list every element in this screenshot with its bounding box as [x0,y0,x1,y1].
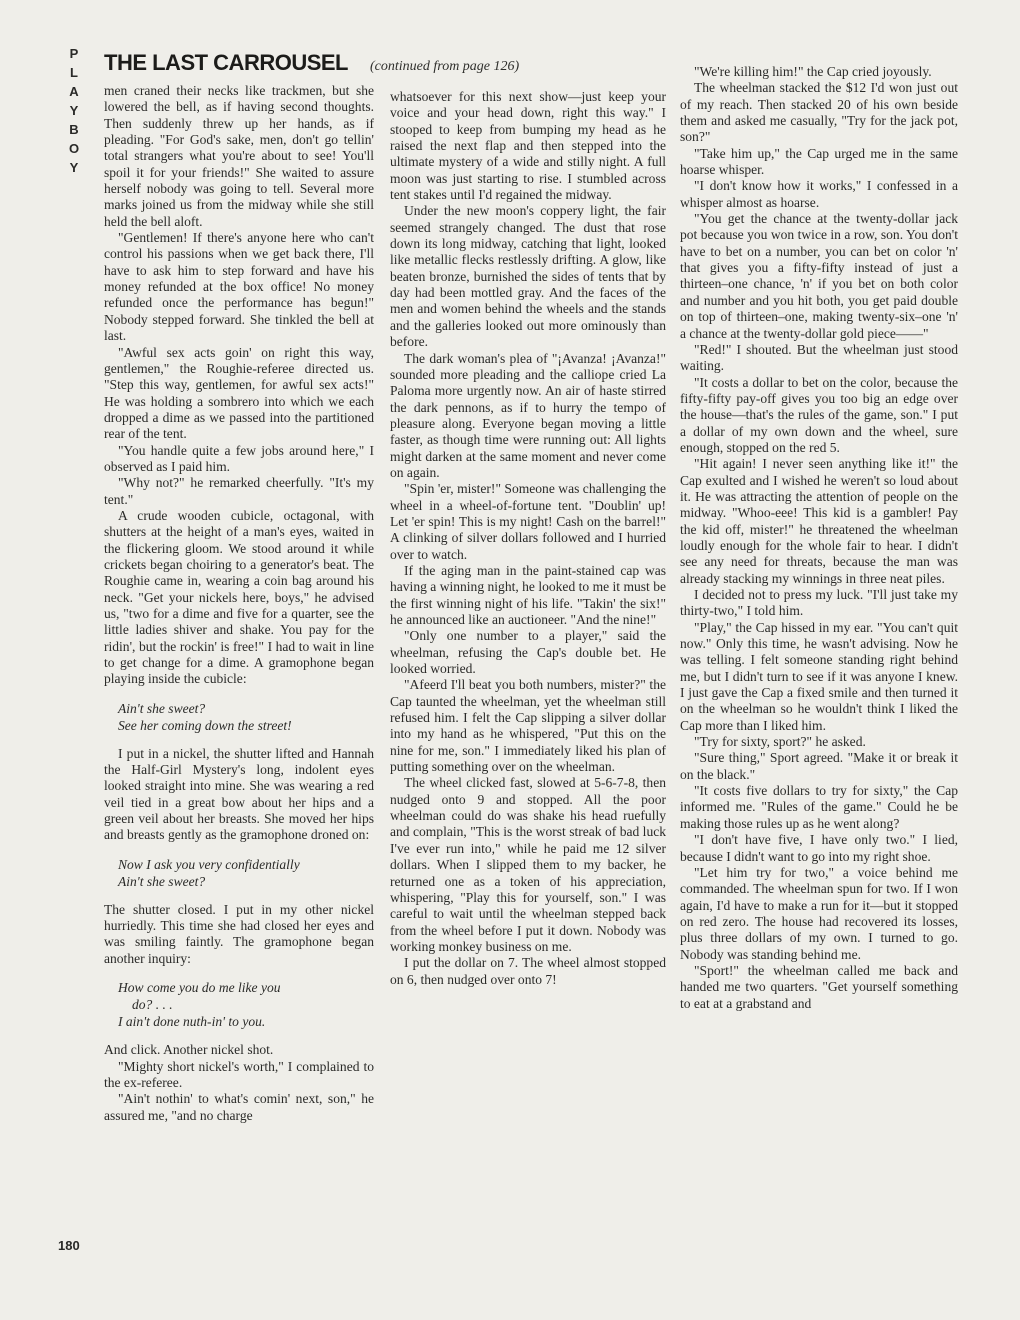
paragraph: The shutter closed. I put in my other nickel hurriedly. This time she had closed her eyes and was smiling faintly. The gramophone began another inquiry: [104,901,374,966]
paragraph: "Play," the Cap hissed in my ear. "You can't quit now." Only this time, he wasn't advising. Now he was telling. I felt someone standing right behind me, but I didn't turn to see if it was anyone I knew. I just gave the Cap a fixed smile and then turned it on the wheelman so he wouldn't think I liked the Cap more than I liked him. [680,619,958,733]
paragraph: "Take him up," the Cap urged me in the same hoarse whisper. [680,145,958,178]
lyric-line: See her coming down the street! [118,717,292,733]
text-column-2 [390,89,666,988]
paragraph: men craned their necks like trackmen, but she lowered the bell, as if having second thoughts. Then suddenly threw up her hands, as if pleading. "For God's sake, men, don't go tellin' total strangers what you're about to see! You'll spoil it for your friends!" She waited to assure herself nobody was going to tell. Several more marks joined us from the midway while she still held the bell aloft. [104,83,374,229]
paragraph: "Awful sex acts goin' on right this way, gentlemen," the Roughie-referee directed us. "Step this way, gentlemen, for awful sex acts!" He was holding a sombrero into which we each dropped a dime as we passed into the partitioned rear of the tent. [104,344,374,442]
paragraph: Under the new moon's coppery light, the fair seemed strangely changed. The dust that rose down its long midway, catching that light, looked like metallic flecks restlessly drifting. A glow, like beaten bronze, burnished the sides of tents that by day had been mottled gray. And the faces of the men and women behind the wheels and the stands and the galleries looked out more ominously than before. [390,203,666,350]
article-header [104,50,519,76]
song-lyric [118,979,374,1030]
paragraph: "Gentlemen! If there's anyone here who can't control his passions when we get back there, I'll have to ask him to step forward and have his money refunded at the box office! No money refunded once the performance has begun!" Nobody stepped forward. She tinkled the bell at last. [104,230,374,344]
paragraph: "Afeerd I'll beat you both numbers, mister?" the Cap taunted the wheelman, yet the wheelman still refused him. I felt the Cap slipping a silver dollar into my hand as he whispered, "Put this on the nine for me, son." I immediately liked his plan of putting something over on the wheelman. [390,677,666,775]
text-column-1 [104,83,374,1124]
spine-letter: L [70,65,78,80]
paragraph: "Mighty short nickel's worth," I complained to the ex-referee. [104,1058,374,1090]
paragraph: The dark woman's plea of "¡Avanza! ¡Avanza!" sounded more pleading and the calliope cried La Paloma more urgently now. An air of haste stirred the dark pennons, as if to hurry the tempo of pleasure along. Everyone began moving a little faster, as though time were running out: All lights might darken at the same moment and never come on again. [390,350,666,480]
song-lyric [118,856,374,890]
text-column-3 [680,64,958,1012]
song-lyric [118,700,374,734]
paragraph: "You get the chance at the twenty-dollar jack pot because you won twice in a row, son. You don't have to bet on a number, you can bet on color 'n' that gives you a fifty-fifty instead of just a thirteen–one chance, 'n' if you bet on both color and number and you hit both, you get paid double on top of thirteen–one, making twenty-six–one 'n' a chance at the twenty-dollar gold piece——" [680,211,958,341]
paragraph: The wheelman stacked the $12 I'd won just out of my reach. Then stacked 20 of his own beside them and asked me casually, "Try for the jack pot, son?" [680,80,958,145]
lyric-line: do? . . . [132,997,173,1013]
lyric-line: Now I ask you very confidentially [118,856,300,872]
paragraph: whatsoever for this next show—just keep your voice and your head down, right this way." I stooped to keep from bumping my head as he raised the next flap and then stepped into the ultimate mystery of a wide and stilly night. A full moon was just starting to rise. I stumbled across tent stakes until I'd regained the midway. [390,89,666,203]
paragraph: I decided not to press my luck. "I'll just take my thirty-two," I told him. [680,587,958,619]
lyric-line: Ain't she sweet? [118,873,206,889]
paragraph: I put in a nickel, the shutter lifted and Hannah the Half-Girl Mystery's long, indolent eyes looked straight into mine. She was wearing a red veil tied in a great bow about her hips and a green veil about her breasts. She moved her hips and breasts gently as the gramophone droned on: [104,745,374,843]
paragraph: "It costs five dollars to try for sixty," the Cap informed me. "Rules of the game." Could he be making those rules up as he went along? [680,783,958,831]
paragraph: "Why not?" he remarked cheerfully. "It's my tent." [104,475,374,507]
spine-letter: P [69,46,79,61]
page-number: 180 [58,1238,80,1253]
spine-letter: Y [69,103,79,118]
paragraph: "You handle quite a few jobs around here," I observed as I paid him. [104,442,374,474]
paragraph: "Let him try for two," a voice behind me commanded. The wheelman spun for two. If I won again, I'd have to make a run for it—but it stopped on red zero. The house had recovered its losses, plus three dollars of my own. I turned to go. Nobody was standing behind me. [680,864,958,962]
paragraph: The wheel clicked fast, slowed at 5-6-7-8, then nudged onto 9 and stopped. All the poor wheelman could do was shake his head ruefully and complain, "This is the worst streak of bad luck I've ever run into," while he paid me 12 silver dollars. When I slipped them to my backer, he returned one as a token of his appreciation, whispering, "Play this for yourself, son." I was careful to wait until the wheelman stepped back from the wheel before I put it down. Nobody was working monkey business on me. [390,775,666,954]
lyric-line: Ain't she sweet? [118,700,206,716]
spine-letter: O [68,141,80,156]
lyric-line: How come you do me like you [118,980,281,996]
lyric-line: I ain't done nuth-in' to you. [118,1014,266,1030]
paragraph: And click. Another nickel shot. [104,1042,274,1058]
continuation-note: (continued from page 126) [370,59,520,74]
article-title: THE LAST CARROUSEL [104,50,348,75]
paragraph: "Hit again! I never seen anything like it!" the Cap exulted and I wished he weren't so loud about it. He was attracting the attention of people on the midway. "Whoo-eee! This kid is a gambler! Pay the kid off, mister!" he threatened the wheelman loudly enough for the whole fair to hear. I didn't see any need for threats, because the man was already stacking my winnings in three neat piles. [680,456,958,586]
paragraph: "Ain't nothin' to what's comin' next, son," he assured me, "and no charge [104,1091,374,1123]
paragraph: "Only one number to a player," said the wheelman, refusing the Cap's double bet. He looked worried. [390,628,666,677]
paragraph: "Sport!" the wheelman called me back and handed me two quarters. "Get yourself something to eat at a grabstand and [680,962,958,1011]
spine-letter: B [69,122,79,137]
paragraph: A crude wooden cubicle, octagonal, with shutters at the height of a man's eyes, waited in the flickering gloom. We stood around it while crickets began choiring to a generator's beat. The Roughie came in, wearing a coin bag around his neck. "Get your nickels here, boys," he advised us, "two for a dime and five for a quarter, see the little ladies shiver and shake. You pay for the ridin', but the rockin' is free!" I had to wait in line to get change for a dime. A gramophone began playing inside the cubicle: [104,507,374,687]
magazine-spine-label [62,44,86,177]
paragraph: I put the dollar on 7. The wheel almost stopped on 6, then nudged over onto 7! [390,955,666,987]
paragraph: If the aging man in the paint-stained cap was having a winning night, he looked to me it must be the first winning night of his life. "Takin' the six!" he announced like an auctioneer. "And the nine!" [390,562,666,627]
paragraph: "Red!" I shouted. But the wheelman just stood waiting. [680,341,958,374]
paragraph: "Try for sixty, sport?" he asked. [694,734,866,750]
paragraph: "I don't have five, I have only two." I lied, because I didn't want to go into my right shoe. [680,832,958,864]
spine-letter: Y [69,160,79,175]
paragraph: "Sure thing," Sport agreed. "Make it or break it on the black." [680,750,958,782]
spine-letter: A [69,84,79,99]
paragraph: "It costs a dollar to bet on the color, because the fifty-fifty pay-off gives you too big an edge over the house—that's the rules of the game, son." I put a dollar of my own down and the wheel, sure enough, stopped on the red 5. [680,374,958,455]
paragraph: "I don't know how it works," I confessed in a whisper almost as hoarse. [680,178,958,210]
paragraph: "Spin 'er, mister!" Someone was challenging the wheel in a wheel-of-fortune tent. "Doublin' up! Let 'er spin! This is my night! Cash on the barrel!" A clinking of silver dollars followed and I hurried over to watch. [390,481,666,562]
paragraph: "We're killing him!" the Cap cried joyously. [694,64,932,79]
